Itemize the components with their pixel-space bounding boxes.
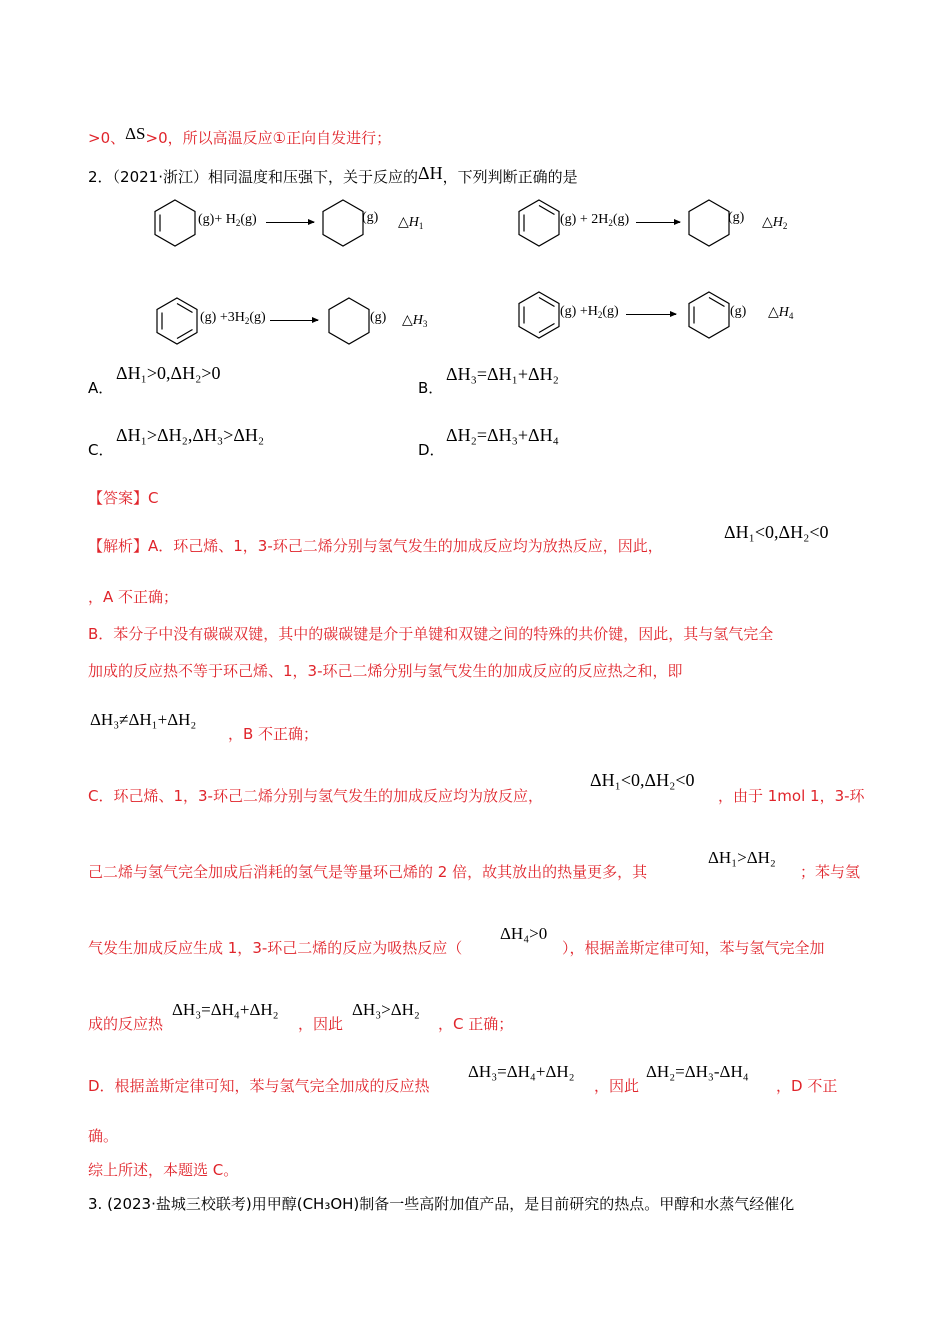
analysis-d-line1-end: ，D 不正 xyxy=(776,1077,838,1095)
analysis-c-line4-mid: ，因此 xyxy=(298,1015,344,1033)
cyclohexane-structure xyxy=(320,198,366,246)
analysis-b-conclusion: ，B 不正确； xyxy=(228,725,319,743)
cyclohexene-structure xyxy=(152,198,198,246)
reaction-1-enthalpy: $\triangle H_1$ xyxy=(398,215,424,231)
reaction-4-reactants: $(g) +H_2(g)$ xyxy=(560,304,619,320)
option-d-formula: ΔH₂=ΔH₃+ΔH₄ xyxy=(446,425,559,445)
analysis-d-formula1: ΔH₃=ΔH₄+ΔH₂ xyxy=(468,1062,575,1081)
analysis-a-conclusion: ，A 不正确； xyxy=(88,588,179,606)
analysis-d-line1: D．根据盖斯定律可知，苯与氢气完全加成的反应热 xyxy=(88,1077,430,1095)
analysis-summary: 综上所述，本题选 C。 xyxy=(88,1161,239,1179)
option-b-formula: ΔH₃=ΔH₁+ΔH₂ xyxy=(446,364,559,384)
reaction-2-reactants: $(g) + 2H_2(g)$ xyxy=(560,212,630,228)
analysis-a-text: 【解析】A．环己烯、1，3-环己二烯分别与氢气发生的加成反应均为放热反应，因此， xyxy=(88,537,663,555)
option-c-letter: C． xyxy=(88,441,114,459)
analysis-c-line3-end: ），根据盖斯定律可知，苯与氢气完全加 xyxy=(562,939,825,957)
analysis-c-formula2: ΔH₁>ΔH₂ xyxy=(708,848,776,867)
analysis-c-conclusion: ，C 正确； xyxy=(438,1015,514,1033)
benzene-structure xyxy=(516,290,562,338)
reaction-1-product-state: (g) xyxy=(362,210,379,225)
reaction-4-enthalpy: $\triangle H_4$ xyxy=(768,305,794,321)
analysis-c-formula5: ΔH₃>ΔH₂ xyxy=(352,1000,420,1019)
reaction-4-product-state: (g) xyxy=(730,304,747,319)
benzene-structure xyxy=(154,296,200,344)
analysis-c-line1-end: ，由于 1mol 1，3-环 xyxy=(718,787,865,805)
analysis-b-line2: 加成的反应热不等于环己烯、1，3-环己二烯分别与氢气发生的加成反应的反应热之和，即 xyxy=(88,662,683,680)
analysis-c-formula4: ΔH₃=ΔH₄+ΔH₂ xyxy=(172,1000,279,1019)
reaction-2-enthalpy: $\triangle H_2$ xyxy=(762,215,788,231)
stem-text: 2．（2021·浙江）相同温度和压强下，关于反应的 xyxy=(88,168,418,186)
analysis-d-formula2: ΔH₂=ΔH₃-ΔH₄ xyxy=(646,1062,749,1081)
line-suffix: >0，所以高温反应①正向自发进行； xyxy=(145,129,392,147)
delta-h-formula: ΔH xyxy=(418,163,443,183)
reaction-2-arrow xyxy=(636,222,680,223)
option-c-formula: ΔH₁>ΔH₂,ΔH₃>ΔH₂ xyxy=(116,425,265,445)
cyclohexadiene-structure xyxy=(686,290,732,338)
analysis-b-line1: B．苯分子中没有碳碳双键，其中的碳碳键是介于单键和双键之间的特殊的共价键，因此，其与氢气完全 xyxy=(88,625,774,643)
analysis-b-formula: ΔH₃≠ΔH₁+ΔH₂ xyxy=(90,710,197,729)
reaction-3-reactants: $(g) +3H_2(g)$ xyxy=(200,310,266,326)
analysis-c-formula3: ΔH₄>0 xyxy=(500,924,548,943)
analysis-c-line4: 成的反应热 xyxy=(88,1015,164,1033)
analysis-c-line2-end: ；苯与氢 xyxy=(800,863,861,881)
reaction-3-arrow xyxy=(270,320,318,321)
question-3-stem: 3. (2023·盐城三校联考)用甲醇(CH₃OH)制备一些高附加值产品，是目前研究的热点。甲醇和水蒸气经催化 xyxy=(88,1195,795,1213)
entropy-formula: ΔS xyxy=(125,124,146,143)
reaction-1-reactants: $(g)+ H_2(g)$ xyxy=(198,212,257,228)
reaction-1-arrow xyxy=(266,222,314,223)
reaction-3-product-state: (g) xyxy=(370,310,387,325)
reaction-4-arrow xyxy=(626,314,676,315)
option-d-letter: D． xyxy=(418,441,445,459)
analysis-d-line2: 确。 xyxy=(88,1127,119,1145)
cyclohexane-structure xyxy=(686,198,732,246)
stem-text-end: ，下列判断正确的是 xyxy=(442,168,578,186)
question-2-stem xyxy=(88,163,578,187)
analysis-a-formula: ΔH₁<0,ΔH₂<0 xyxy=(724,522,829,542)
option-a-formula: ΔH₁>0,ΔH₂>0 xyxy=(116,363,221,383)
analysis-c-formula1: ΔH₁<0,ΔH₂<0 xyxy=(590,770,695,790)
reaction-2-product-state: (g) xyxy=(728,210,745,225)
analysis-c-line1: C．环己烯、1，3-环己二烯分别与氢气发生的加成反应均为放反应， xyxy=(88,787,543,805)
line-prefix: >0、 xyxy=(88,129,126,147)
option-b-letter: B． xyxy=(418,379,444,397)
prev-answer-line xyxy=(88,124,392,148)
analysis-c-line2: 己二烯与氢气完全加成后消耗的氢气是等量环己烯的 2 倍，故其放出的热量更多，其 xyxy=(88,863,648,881)
answer-label: 【答案】C xyxy=(88,489,159,507)
option-a-letter: A． xyxy=(88,379,114,397)
analysis-d-mid: ，因此 xyxy=(594,1077,640,1095)
analysis-c-line3: 气发生加成反应生成 1，3-环己二烯的反应为吸热反应（ xyxy=(88,939,463,957)
cyclohexane-structure xyxy=(326,296,372,344)
cyclohexadiene-structure xyxy=(516,198,562,246)
reaction-3-enthalpy: $\triangle H_3$ xyxy=(402,313,428,329)
